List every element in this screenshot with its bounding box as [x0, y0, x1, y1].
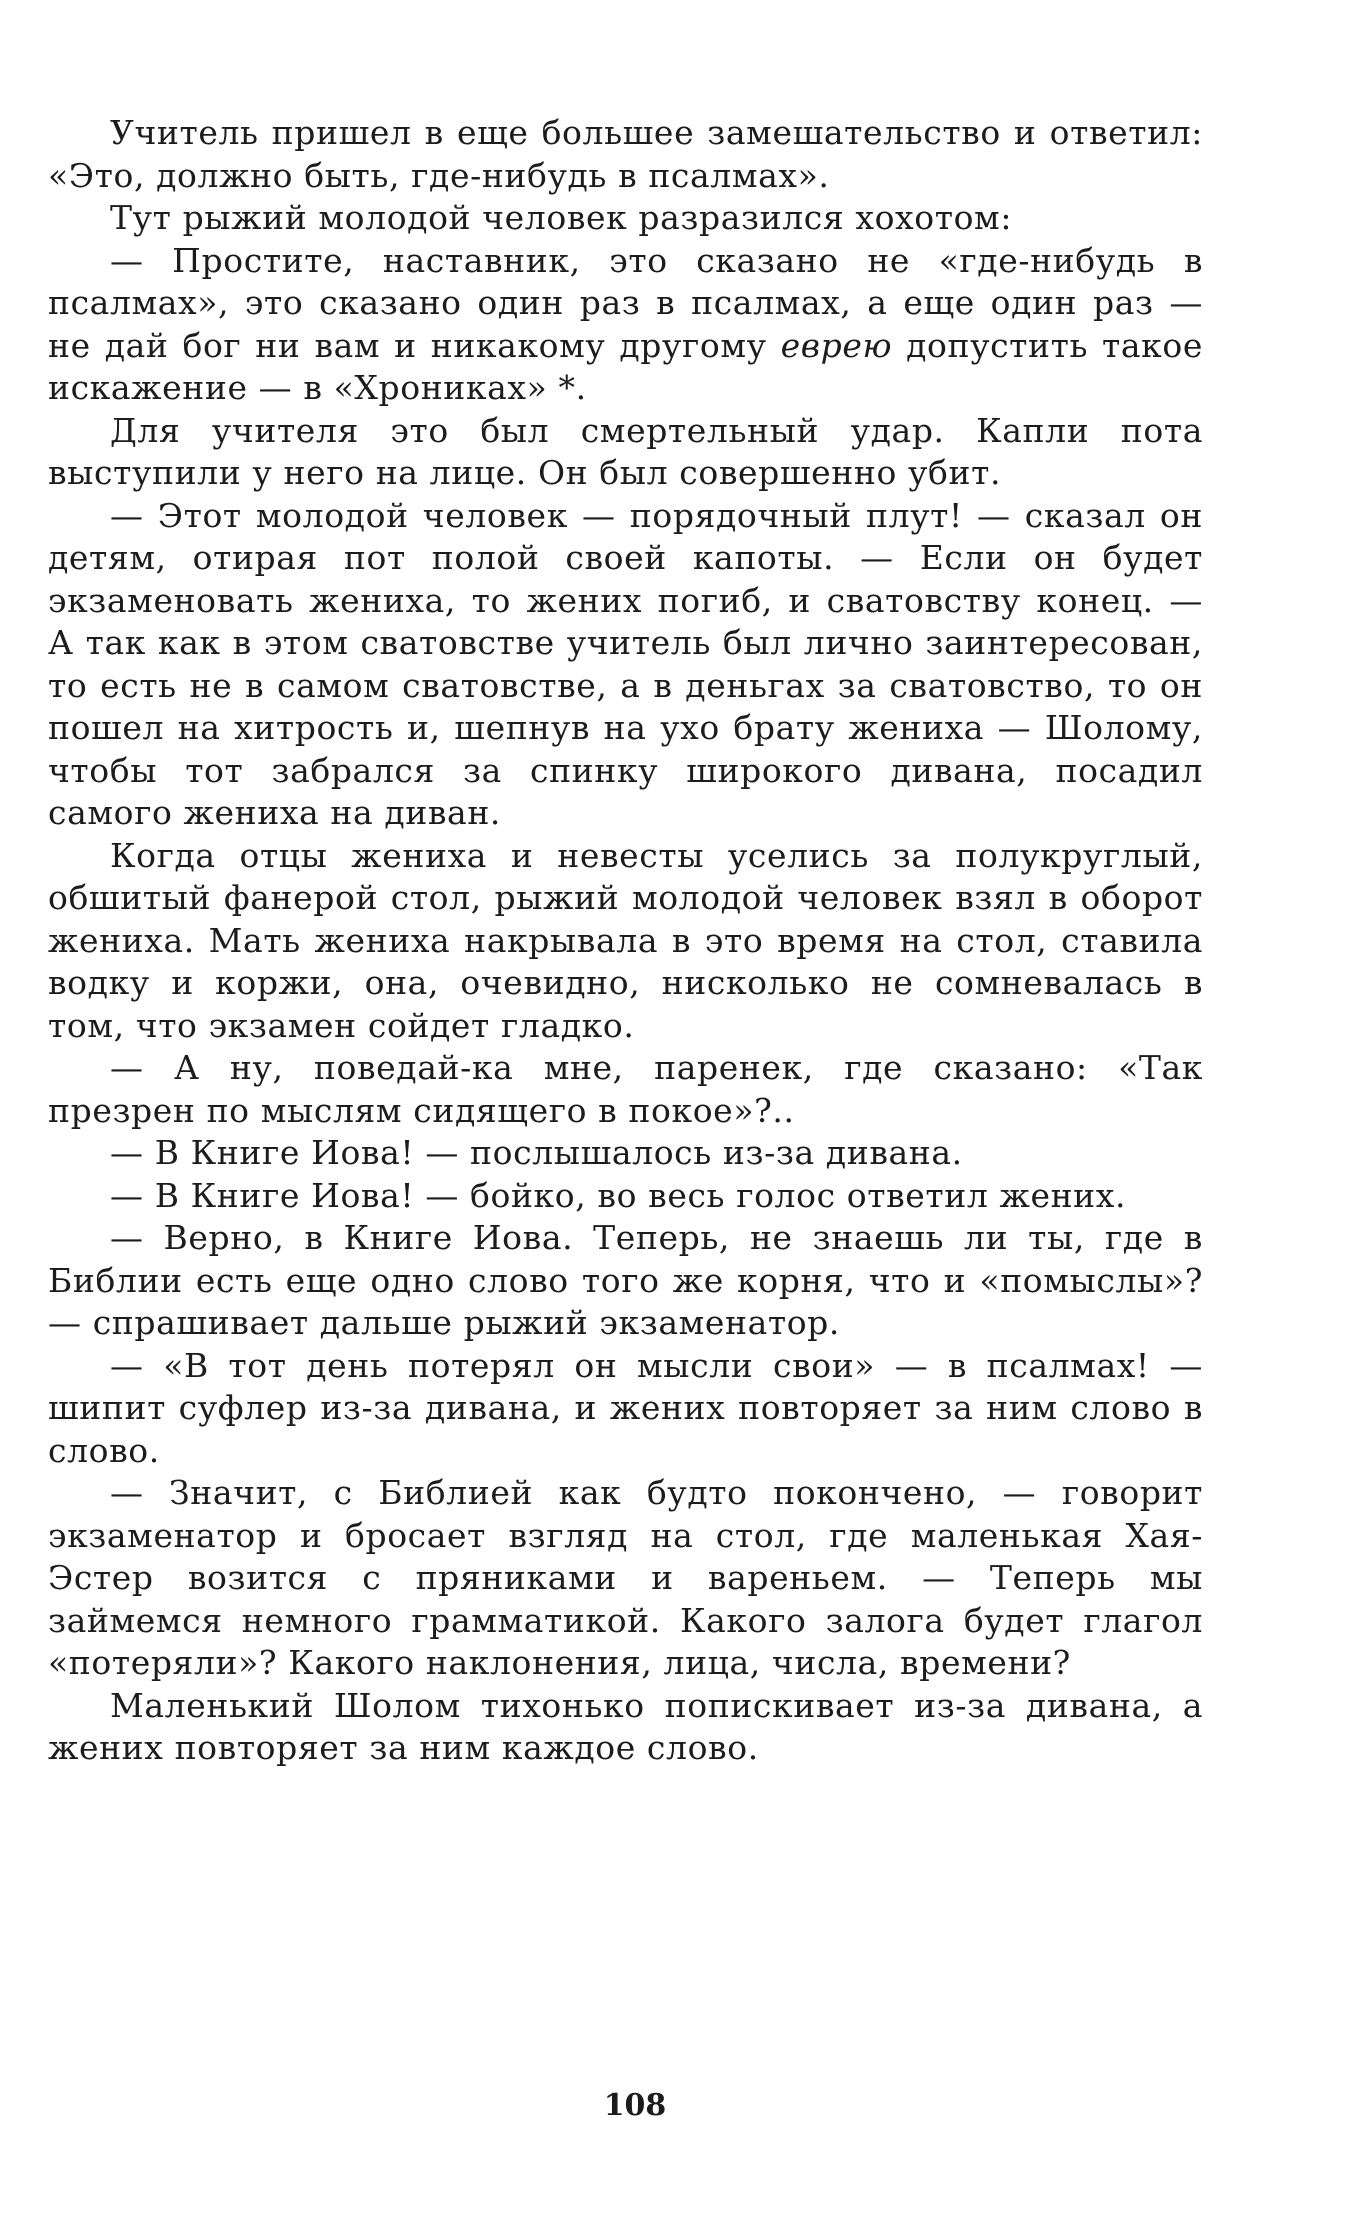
paragraph-3-text-before: — Простите, наставник, это сказано не «где-нибудь в псалмах», это сказано один раз в псалмах, а еще один раз — не дай бог ни вам и никакому другому: [48, 240, 1203, 365]
paragraph-10: — Верно, в Книге Иова. Теперь, не знаешь ли ты, где в Библии есть еще одно слово того же корня, что и «помыслы»? — спрашивает дальше рыжий экзаменатор.: [48, 1218, 1203, 1342]
paragraph-3-italic-word: еврею: [780, 325, 893, 365]
paragraph-3-text-after: допустить такое искажение — в «Хрониках» *.: [48, 325, 1203, 407]
paragraph-3: [48, 240, 1203, 410]
paragraph-9: — В Книге Иова! — бойко, во весь голос ответил жених.: [110, 1175, 1127, 1215]
paragraph-1: Учитель пришел в еще большее замешательство и ответил: «Это, должно быть, где-нибудь в псалмах».: [48, 113, 1203, 195]
paragraph-6: Когда отцы жениха и невесты уселись за полукруглый, обшитый фанерой стол, рыжий молодой человек взял в оборот жениха. Мать жениха накрывала в это время на стол, ставила водку и коржи, она, очевидно, нисколько не сомневалась в том, что экзамен сойдет гладко.: [48, 835, 1203, 1045]
paragraph-4: Для учителя это был смертельный удар. Капли пота выступили у него на лице. Он был совершенно убит.: [48, 410, 1203, 492]
paragraph-7: — А ну, поведай-ка мне, паренек, где сказано: «Так презрен по мыслям сидящего в покое»?..: [48, 1048, 1203, 1130]
paragraph-12: — Значит, с Библией как будто покончено, — говорит экзаменатор и бросает взгляд на стол, где маленькая Хая-Эстер возится с пряниками и вареньем. — Теперь мы займемся немного грамматикой. Какого залога будет глагол «потеряли»? Какого наклонения, лица, числа, времени?: [48, 1473, 1203, 1682]
paragraph-5: — Этот молодой человек — порядочный плут! — сказал он детям, отирая пот полой своей капоты. — Если он будет экзаменовать жениха, то жених погиб, и сватовству конец. — А так как в этом сватовстве учитель был лично заинтересован, то есть не в самом сватовстве, а в деньгах за сватовство, то он пошел на хитрость и, шепнув на ухо брату жениха — Шолому, чтобы тот забрался за спинку широкого дивана, посадил самого жениха на диван.: [48, 495, 1203, 832]
page-body: [48, 112, 1203, 1770]
paragraph-11: — «В тот день потерял он мысли свои» — в псалмах! — шипит суфлер из-за дивана, и жених повторяет за ним слово в слово.: [48, 1345, 1203, 1470]
paragraph-8: — В Книге Иова! — послышалось из-за дивана.: [110, 1133, 963, 1172]
paragraph-2: Тут рыжий молодой человек разразился хохотом:: [110, 198, 1013, 237]
page-number: 108: [603, 2088, 667, 2123]
paragraph-13: Маленький Шолом тихонько попискивает из-за дивана, а жених повторяет за ним каждое слово.: [48, 1685, 1203, 1767]
